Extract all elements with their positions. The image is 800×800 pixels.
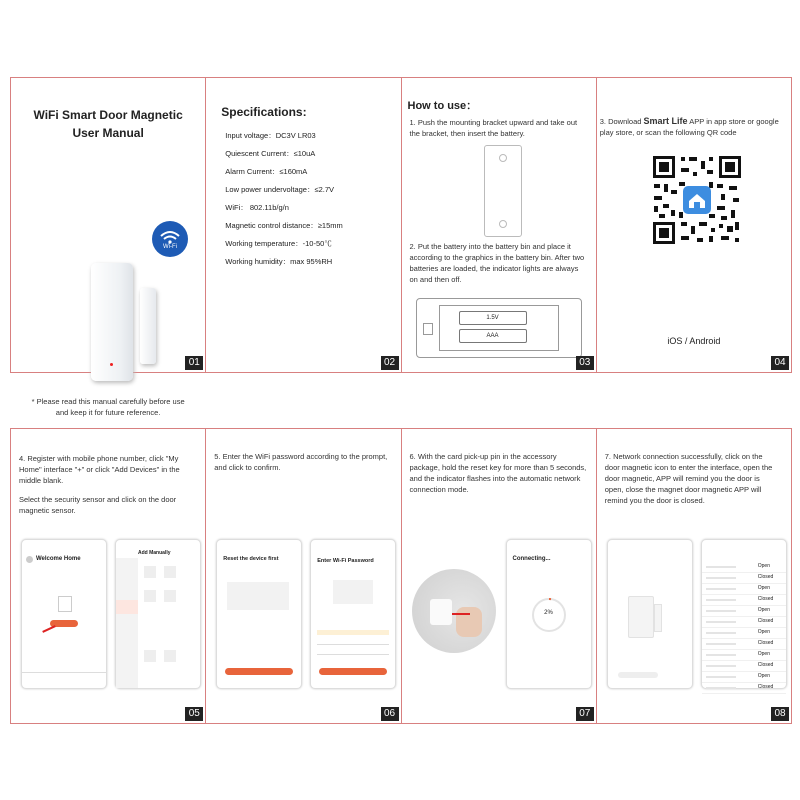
log-status: Open [757,673,770,679]
panel-download [597,78,791,372]
log-status: Open [757,629,770,635]
spec-item: Magnetic control distance：≥15mm [225,221,343,230]
spec-list [225,130,343,274]
security-sensor-item[interactable] [116,600,138,614]
log-status: Open [757,607,770,613]
spec-item: Low power undervoltage：≤2.7V [225,185,335,194]
qr-code-image [651,154,743,246]
phone-screen-home: Welcome Home [21,539,107,689]
phone-screen-connecting: Connecting... 2% [506,539,592,689]
spec-item: Alarm Current：≤160mA [225,167,308,176]
sensor-led [110,363,113,366]
page-number: 07 [576,707,594,721]
spec-item: WiFi： 802.11b/g/n [225,203,289,212]
log-time [706,632,736,634]
log-row [702,562,786,573]
panel-connected [597,429,791,723]
page-number: 06 [381,707,399,721]
phone-screen-add-manually: Add Manually [115,539,201,689]
log-time [706,621,736,623]
log-status: Closed [757,618,774,624]
manual-row-top [10,77,792,417]
wifi-confirm-button[interactable] [319,668,387,675]
page-number: 04 [771,356,789,370]
sensor-body-image [91,263,133,381]
log-time [706,588,736,590]
log-time [706,566,736,568]
manual-title: WiFi Smart Door Magnetic User Manual [33,108,183,140]
log-time [706,577,736,579]
log-time [706,610,736,612]
howto-title: How to use： [407,100,478,112]
log-row [702,628,786,639]
log-status: Closed [757,640,774,646]
log-status: Closed [757,662,774,668]
sensor-magnet-image [140,288,156,364]
progress-label: 2% [544,610,553,616]
panel-cover [11,78,206,417]
phone-screen-log [701,539,787,689]
phone-screen-reset: Reset the device first [216,539,302,689]
event-log-list [702,562,786,694]
reset-text: 6. With the card pick-up pin in the accessory package, hold the reset key for more than 5 seconds, and the indicator flashes into the automatic network connection mode. [409,452,587,494]
log-time [706,665,736,667]
step-2-text: 2. Put the battery into the battery bin and place it according to the graphics in the battery bin. After two batteries are loaded, the indicator lights are always on and then off. [409,242,585,284]
log-row [702,573,786,584]
log-time [706,687,736,689]
panel-reset [402,429,597,723]
log-row [702,683,786,694]
spec-item: Input voltage：DC3V LR03 [225,131,316,140]
spec-title: Specifications: [221,105,307,119]
log-status: Closed [757,596,774,602]
register-text: 4. Register with mobile phone number, click "My Home" interface "+" or click "Add Devices" in the middle blank. Select the security sensor and click on the door magnetic sensor. [19,454,180,515]
wifi-badge-icon: Wi-Fi [152,221,188,257]
log-row [702,639,786,650]
panel-wifi-password [206,429,401,723]
log-row [702,617,786,628]
log-status: Closed [757,574,774,580]
page-number: 02 [381,356,399,370]
page-number: 08 [771,707,789,721]
log-status: Closed [757,684,774,690]
page-number: 01 [185,356,203,370]
usage-note: * Please read this manual carefully before use and keep it for future reference. [31,397,185,417]
log-row [702,606,786,617]
log-row [702,595,786,606]
download-text: 3. Download Smart Life APP in app store or google play store, or scan the following QR code [599,116,779,137]
panel-how-to-use [402,78,597,372]
log-row [702,650,786,661]
battery-bin-drawing [416,298,582,358]
log-row [702,672,786,683]
step-1-text: 1. Push the mounting bracket upward and take out the bracket, then insert the battery. [409,118,578,138]
log-time [706,654,736,656]
page-number: 03 [576,356,594,370]
log-time [706,599,736,601]
log-status: Open [757,585,770,591]
panel-register [11,429,206,723]
phone-screen-device [607,539,693,689]
panel-specifications [206,78,401,372]
battery-1: 1.5V [459,311,527,325]
battery-2: AAA [459,329,527,343]
log-time [706,643,736,645]
log-time [706,676,736,678]
confirm-indicator-button[interactable] [225,668,293,675]
spec-item: Quiescent Current：≤10uA [225,149,316,158]
smart-life-brand: Smart Life [643,116,688,126]
pointer-arrow [452,613,470,615]
spec-item: Working humidity：max 95%RH [225,257,333,266]
pointer-arrow [42,625,56,633]
spec-item: Working temperature：-10-50℃ [225,239,332,248]
log-row [702,584,786,595]
log-row [702,661,786,672]
log-status: Open [757,563,770,569]
reset-photo-image [412,569,496,653]
manual-row-bottom [10,428,792,724]
phone-screen-wifi-password: Enter Wi-Fi Password [310,539,396,689]
log-status: Open [757,651,770,657]
bracket-drawing [484,145,522,237]
connected-text: 7. Network connection successfully, click on the door magnetic icon to enter the interface, open the door magnetic, APP will remind you the door is open, close the magnet door magnetic APP will remind you the door is closed. [604,452,773,505]
wifi-password-text: 5. Enter the WiFi password according to the prompt, and click to confirm. [214,452,388,472]
page-number: 05 [185,707,203,721]
platform-label: iOS / Android [667,336,721,346]
